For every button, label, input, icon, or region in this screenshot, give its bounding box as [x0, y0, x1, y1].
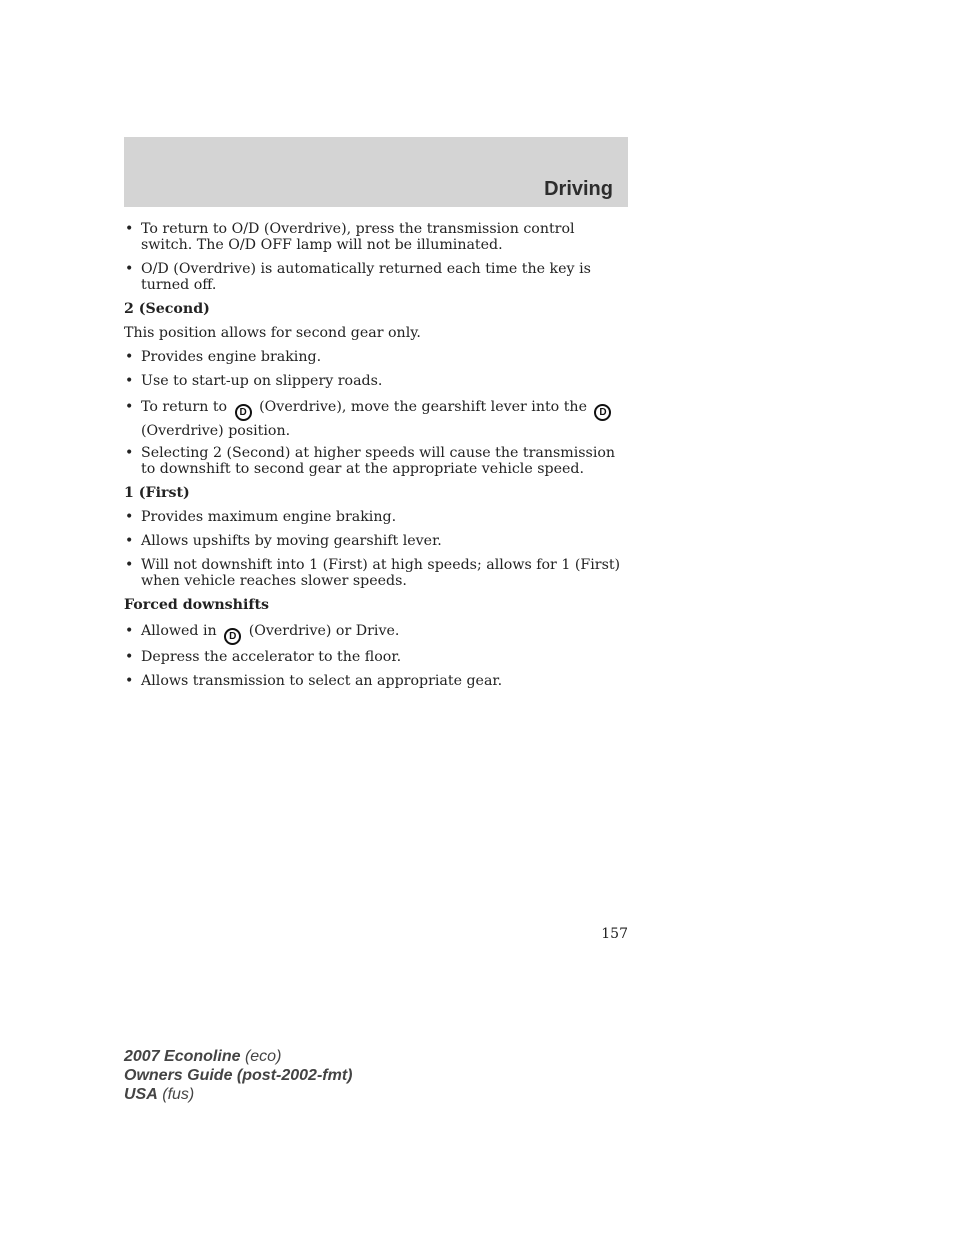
overdrive-d-icon: D: [235, 404, 252, 421]
footer-line-1: 2007 Econoline (eco): [124, 1048, 282, 1065]
list-item: • Provides maximum engine braking.: [124, 509, 624, 525]
list-item: • Depress the accelerator to the floor.: [124, 649, 624, 665]
list-item: • Allows transmission to select an appropriate gear.: [124, 673, 624, 689]
list-item: • To return to O/D (Overdrive), press the transmission control switch. The O/D OFF lamp will not be illuminated.: [124, 221, 624, 253]
list-item: • Selecting 2 (Second) at higher speeds will cause the transmission to downshift to second gear at the appropriate vehicle speed.: [124, 445, 624, 477]
overdrive-d-icon: D: [594, 404, 611, 421]
subheading-forced-downshifts: Forced downshifts: [124, 597, 270, 613]
footer-line-2: Owners Guide (post-2002-fmt): [124, 1067, 353, 1084]
list-item: • O/D (Overdrive) is automatically returned each time the key is turned off.: [124, 261, 624, 293]
page-content: [124, 221, 624, 697]
list-item: • Use to start-up on slippery roads.: [124, 373, 624, 389]
section-title: Driving: [544, 178, 613, 200]
paragraph: This position allows for second gear only.: [124, 325, 421, 341]
document-footer: [124, 1047, 352, 1104]
list-item: • Provides engine braking.: [124, 349, 624, 365]
subheading-second: 2 (Second): [124, 301, 210, 317]
list-item: • To return to D (Overdrive), move the gearshift lever into the D (Overdrive) position.: [124, 397, 624, 441]
overdrive-d-icon: D: [224, 628, 241, 645]
list-item: • Allowed in D (Overdrive) or Drive.: [124, 621, 624, 645]
list-item: • Will not downshift into 1 (First) at high speeds; allows for 1 (First) when vehicle reaches slower speeds.: [124, 557, 624, 589]
footer-line-3: USA (fus): [124, 1086, 195, 1103]
list-item: • Allows upshifts by moving gearshift lever.: [124, 533, 624, 549]
section-header: [124, 137, 628, 207]
subheading-first: 1 (First): [124, 485, 190, 501]
page-number: 157: [601, 926, 628, 942]
